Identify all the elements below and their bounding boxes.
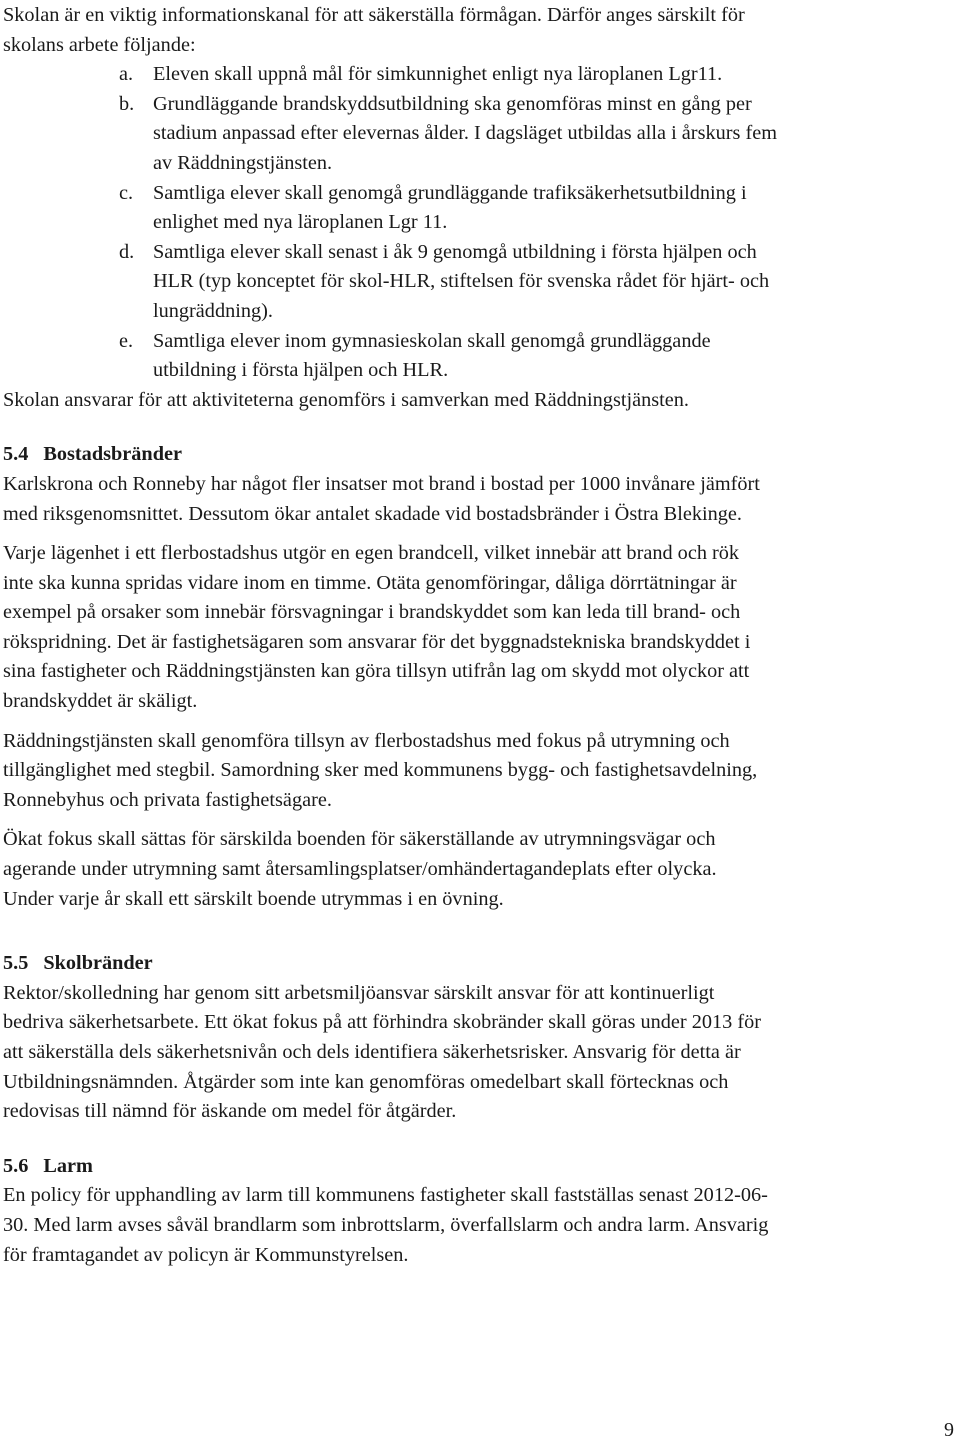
- section-title: Bostadsbränder: [43, 443, 182, 466]
- document-page: [3, 1, 955, 1270]
- section-heading-5-4: [3, 440, 955, 470]
- paragraph: En policy för upphandling av larm till kommunens fastigheter skall fastställas senast 2012-06- 30. Med larm avses såväl brandlarm som inbrottslarm, överfallslarm och andra larm. Ansvarig för framtagandet av policyn är Kommunstyrelsen.: [3, 1184, 769, 1266]
- list-marker: a.: [119, 63, 134, 86]
- page-number: 9: [944, 1419, 954, 1441]
- intro-line: skolans arbete följande:: [3, 33, 196, 56]
- paragraph: Karlskrona och Ronneby har något fler insatser mot brand i bostad per 1000 invånare jämfört med riksgenomsnittet. Dessutom ökar antalet skadade vid bostadsbränder i Östra Blekinge.: [3, 472, 760, 525]
- paragraph: Rektor/skolledning har genom sitt arbetsmiljöansvar särskilt ansvar för att kontinuerligt bedriva säkerhetsarbete. Ett ökat fokus på att förhindra skobränder skall göras under 2013 för att säkerställa dels säkerhetsnivån och dels identifiera säkerhetsrisker. Ansvarig för detta är Utbildningsnämnden. Åtgärder som inte kan genomföras omedelbart skall förtecknas och redovisas till nämnd för äskande om medel för åtgärder.: [3, 981, 762, 1123]
- intro-paragraph: [3, 1, 955, 60]
- list-item-b: [119, 90, 955, 179]
- list-item-c: [119, 179, 955, 238]
- section-heading-5-5: [3, 949, 955, 979]
- section-number: 5.4: [3, 443, 29, 466]
- list-text: Samtliga elever skall genomgå grundläggande trafiksäkerhetsutbildning i enlighet med nya läroplanen Lgr 11.: [153, 181, 747, 234]
- list-text: Samtliga elever skall senast i åk 9 genomgå utbildning i första hjälpen och HLR (typ konceptet för skol-HLR, stiftelsen för svenska rådet för hjärt- och lungräddning).: [153, 240, 770, 322]
- section-number: 5.6: [3, 1154, 29, 1177]
- section-title: Larm: [43, 1154, 93, 1177]
- list-text: Grundläggande brandskyddsutbildning ska genomföras minst en gång per stadium anpassad efter elevernas ålder. I dagsläget utbildas alla i årskurs fem av Räddningstjänsten.: [153, 92, 777, 174]
- paragraph: Räddningstjänsten skall genomföra tillsyn av flerbostadshus med fokus på utrymning och tillgänglighet med stegbil. Samordning sker med kommunens bygg- och fastighetsavdelning, Ronnebyhus och privata fastighetsägare.: [3, 729, 758, 811]
- list-marker: e.: [119, 329, 134, 352]
- requirements-list: [119, 60, 955, 386]
- list-text: Samtliga elever inom gymnasieskolan skall genomgå grundläggande utbildning i första hjälpen och HLR.: [153, 329, 711, 382]
- list-text: Eleven skall uppnå mål för simkunnighet enligt nya läroplanen Lgr11.: [153, 63, 723, 86]
- list-marker: d.: [119, 240, 135, 263]
- section-heading-5-6: [3, 1152, 955, 1182]
- closing-paragraph: Skolan ansvarar för att aktiviteterna genomförs i samverkan med Räddningstjänsten.: [3, 388, 689, 411]
- paragraph: Ökat fokus skall sättas för särskilda boenden för säkerställande av utrymningsvägar och agerande under utrymning samt återsamlingsplatser/omhändertagandeplats efter olycka. Under varje år skall ett särskilt boende utrymmas i en övning.: [3, 828, 717, 910]
- list-marker: c.: [119, 181, 134, 204]
- section-number: 5.5: [3, 952, 29, 975]
- list-marker: b.: [119, 92, 135, 115]
- paragraph: Varje lägenhet i ett flerbostadshus utgör en egen brandcell, vilket innebär att brand och rök inte ska kunna spridas vidare inom en timme. Otäta genomföringar, dåliga dörrtätningar är exempel på orsaker som innebär försvagningar i brandskyddet som kan leda till brand- och rökspridning. Det är fastighetsägaren som ansvarar för det byggnadstekniska brandskyddet i sina fastigheter och Räddningstjänsten kan göra tillsyn utifrån lag om skydd mot olyckor att brandskyddet är skäligt.: [3, 542, 751, 713]
- intro-line: Skolan är en viktig informationskanal för att säkerställa förmågan. Därför anges särskilt för: [3, 4, 745, 26]
- list-item-e: [119, 327, 955, 386]
- list-item-d: [119, 238, 955, 327]
- section-title: Skolbränder: [43, 952, 153, 975]
- list-item-a: [119, 60, 955, 90]
